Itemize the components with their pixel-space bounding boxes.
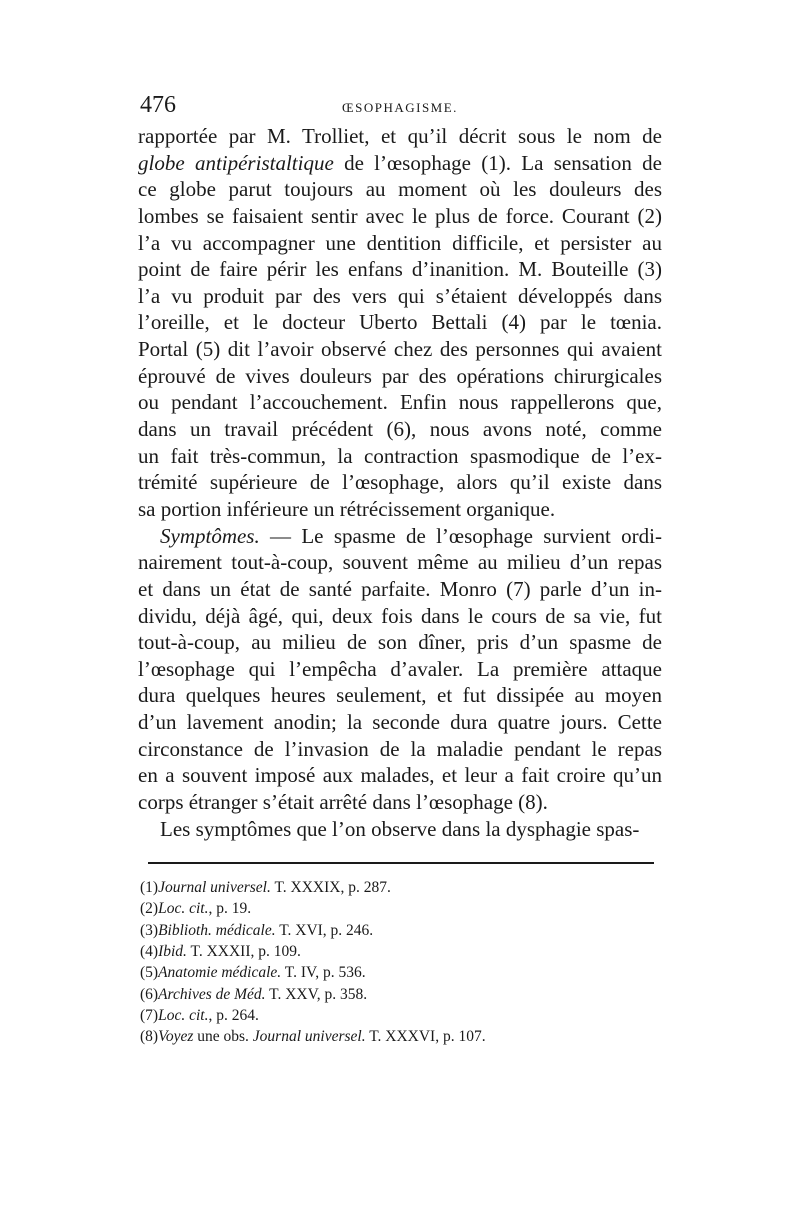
text-line: [138, 230, 662, 257]
text-line: [138, 283, 662, 310]
line-text: l’a vu produit par des vers qui s’étaient développés dans: [138, 283, 662, 308]
text-line: [138, 789, 662, 816]
text-line: [138, 469, 662, 496]
footnote: [140, 1005, 660, 1026]
text-line: [138, 523, 662, 550]
line-text: lombes se faisaient sentir avec le plus de force. Courant (2): [138, 203, 662, 228]
line-text: dans un travail précédent (6), nous avons noté, comme: [138, 417, 662, 442]
text-line: [138, 762, 662, 789]
footnote: [140, 984, 660, 1005]
line-text: trémité supérieure de l’œsophage, alors qu’il existe dans: [138, 470, 662, 495]
footnote: [140, 898, 660, 919]
line-text: en a souvent imposé aux malades, et leur a fait croire qu’un: [138, 763, 662, 788]
line-text: ou pendant l’accouchement. Enfin nous rappellerons que,: [138, 390, 662, 415]
footnote-reference: , p. 19.: [208, 900, 252, 918]
footnote-number: (4): [140, 943, 159, 961]
footnote: [140, 877, 660, 898]
text-line: [138, 150, 662, 177]
running-head: ŒSOPHAGISME.: [342, 100, 458, 115]
text-line: [138, 496, 662, 523]
footnote-number: (3): [140, 921, 159, 939]
line-text: l’oreille, et le docteur Uberto Bettali (4) par le tœnia.: [138, 310, 662, 335]
footnote-reference: T. IV, p. 536.: [281, 964, 366, 982]
footnotes: [140, 877, 660, 1048]
text-line: [138, 656, 662, 683]
line-text: dividu, déjà âgé, qui, deux fois dans le cours de sa vie, fut: [138, 603, 662, 628]
line-text: sa portion inférieure un rétrécissement organique.: [138, 496, 556, 521]
line-text: un fait très-commun, la contraction spasmodique de l’ex-: [138, 443, 662, 468]
footnote-reference: , p. 264.: [208, 1007, 259, 1025]
line-text: tout-à-coup, au milieu de son dîner, pris d’un spasme de: [138, 630, 662, 655]
footnote-reference: T. XXXII, p. 109.: [186, 943, 301, 961]
text-line: [138, 603, 662, 630]
text-line: [138, 336, 662, 363]
footnote: [140, 962, 660, 983]
footnote-rule: [148, 862, 654, 864]
text-line: [138, 176, 662, 203]
line-text: de l’œsophage (1). La sensation de: [333, 150, 662, 175]
line-text: nairement tout-à-coup, souvent même au milieu d’un repas: [138, 550, 662, 575]
footnote: [140, 1026, 660, 1047]
footnote-source: Archives de Méd.: [158, 985, 266, 1003]
footnote-source: Biblioth. médicale.: [158, 921, 276, 939]
text-line: [138, 443, 662, 470]
line-text: l’œsophage qui l’empêcha d’avaler. La première attaque: [138, 656, 662, 681]
line-text: — Le spasme de l’œsophage survient ordi-: [259, 523, 662, 548]
text-line: [138, 576, 662, 603]
line-text: circonstance de l’invasion de la maladie pendant le repas: [138, 736, 662, 761]
text-line: [138, 256, 662, 283]
text-line: [138, 736, 662, 763]
line-text: d’un lavement anodin; la seconde dura quatre jours. Cette: [138, 710, 662, 735]
footnote-reference: une obs.: [193, 1028, 253, 1046]
footnote-reference: T. XXXIX, p. 287.: [270, 879, 391, 896]
footnote-source: Voyez: [158, 1028, 194, 1046]
line-text: point de faire périr les enfans d’inanition. M. Bouteille (3): [138, 257, 662, 282]
text-line: [138, 682, 662, 709]
text-line: [138, 549, 662, 576]
line-text: rapportée par M. Trolliet, et qu’il décrit sous le nom de: [138, 124, 662, 148]
line-text: et dans un état de santé parfaite. Monro (7) parle d’un in-: [138, 576, 662, 601]
line-text: Les symptômes que l’on observe dans la dysphagie spas-: [160, 816, 640, 841]
footnote: [140, 941, 660, 962]
footnote-source: Loc. cit.: [158, 1007, 209, 1025]
footnote-source: Anatomie médicale.: [158, 964, 282, 982]
footnote-number: (6): [140, 985, 159, 1003]
footnote-source: Loc. cit.: [158, 900, 209, 918]
italic-text: Symptômes.: [160, 523, 260, 548]
footnote-reference: T. XXXVI, p. 107.: [365, 1028, 486, 1046]
italic-text: globe antipéristaltique: [138, 150, 334, 175]
text-line: [138, 203, 662, 230]
footnote-source: Ibid.: [158, 943, 187, 961]
text-line: [138, 309, 662, 336]
line-text: éprouvé de vives douleurs par des opérations chirurgicales: [138, 363, 662, 388]
footnote-number: (7): [140, 1007, 159, 1025]
text-line: [138, 416, 662, 443]
footnote-number: (8): [140, 1028, 159, 1046]
text-line: [138, 363, 662, 390]
footnote-number: (1): [140, 879, 159, 896]
text-line: [138, 629, 662, 656]
text-line: [138, 816, 662, 843]
line-text: corps étranger s’était arrêté dans l’œsophage (8).: [138, 790, 548, 815]
footnote-number: (2): [140, 900, 159, 918]
page-number: 476: [140, 92, 176, 118]
footnote-number: (5): [140, 964, 159, 982]
line-text: dura quelques heures seulement, et fut dissipée au moyen: [138, 683, 662, 708]
line-text: ce globe parut toujours au moment où les douleurs des: [138, 177, 662, 202]
footnote-source: Journal universel.: [252, 1028, 366, 1046]
footnote-reference: T. XVI, p. 246.: [275, 921, 374, 939]
text-line: [138, 389, 662, 416]
footnote-reference: T. XXV, p. 358.: [265, 985, 368, 1003]
footnote-source: Journal universel.: [158, 879, 271, 896]
body-text: [138, 123, 662, 842]
text-line: [138, 123, 662, 150]
page-header: [140, 92, 660, 124]
line-text: l’a vu accompagner une dentition difficile, et persister au: [138, 230, 662, 255]
line-text: Portal (5) dit l’avoir observé chez des personnes qui avaient: [138, 337, 662, 362]
text-line: [138, 709, 662, 736]
footnote: [140, 920, 660, 941]
